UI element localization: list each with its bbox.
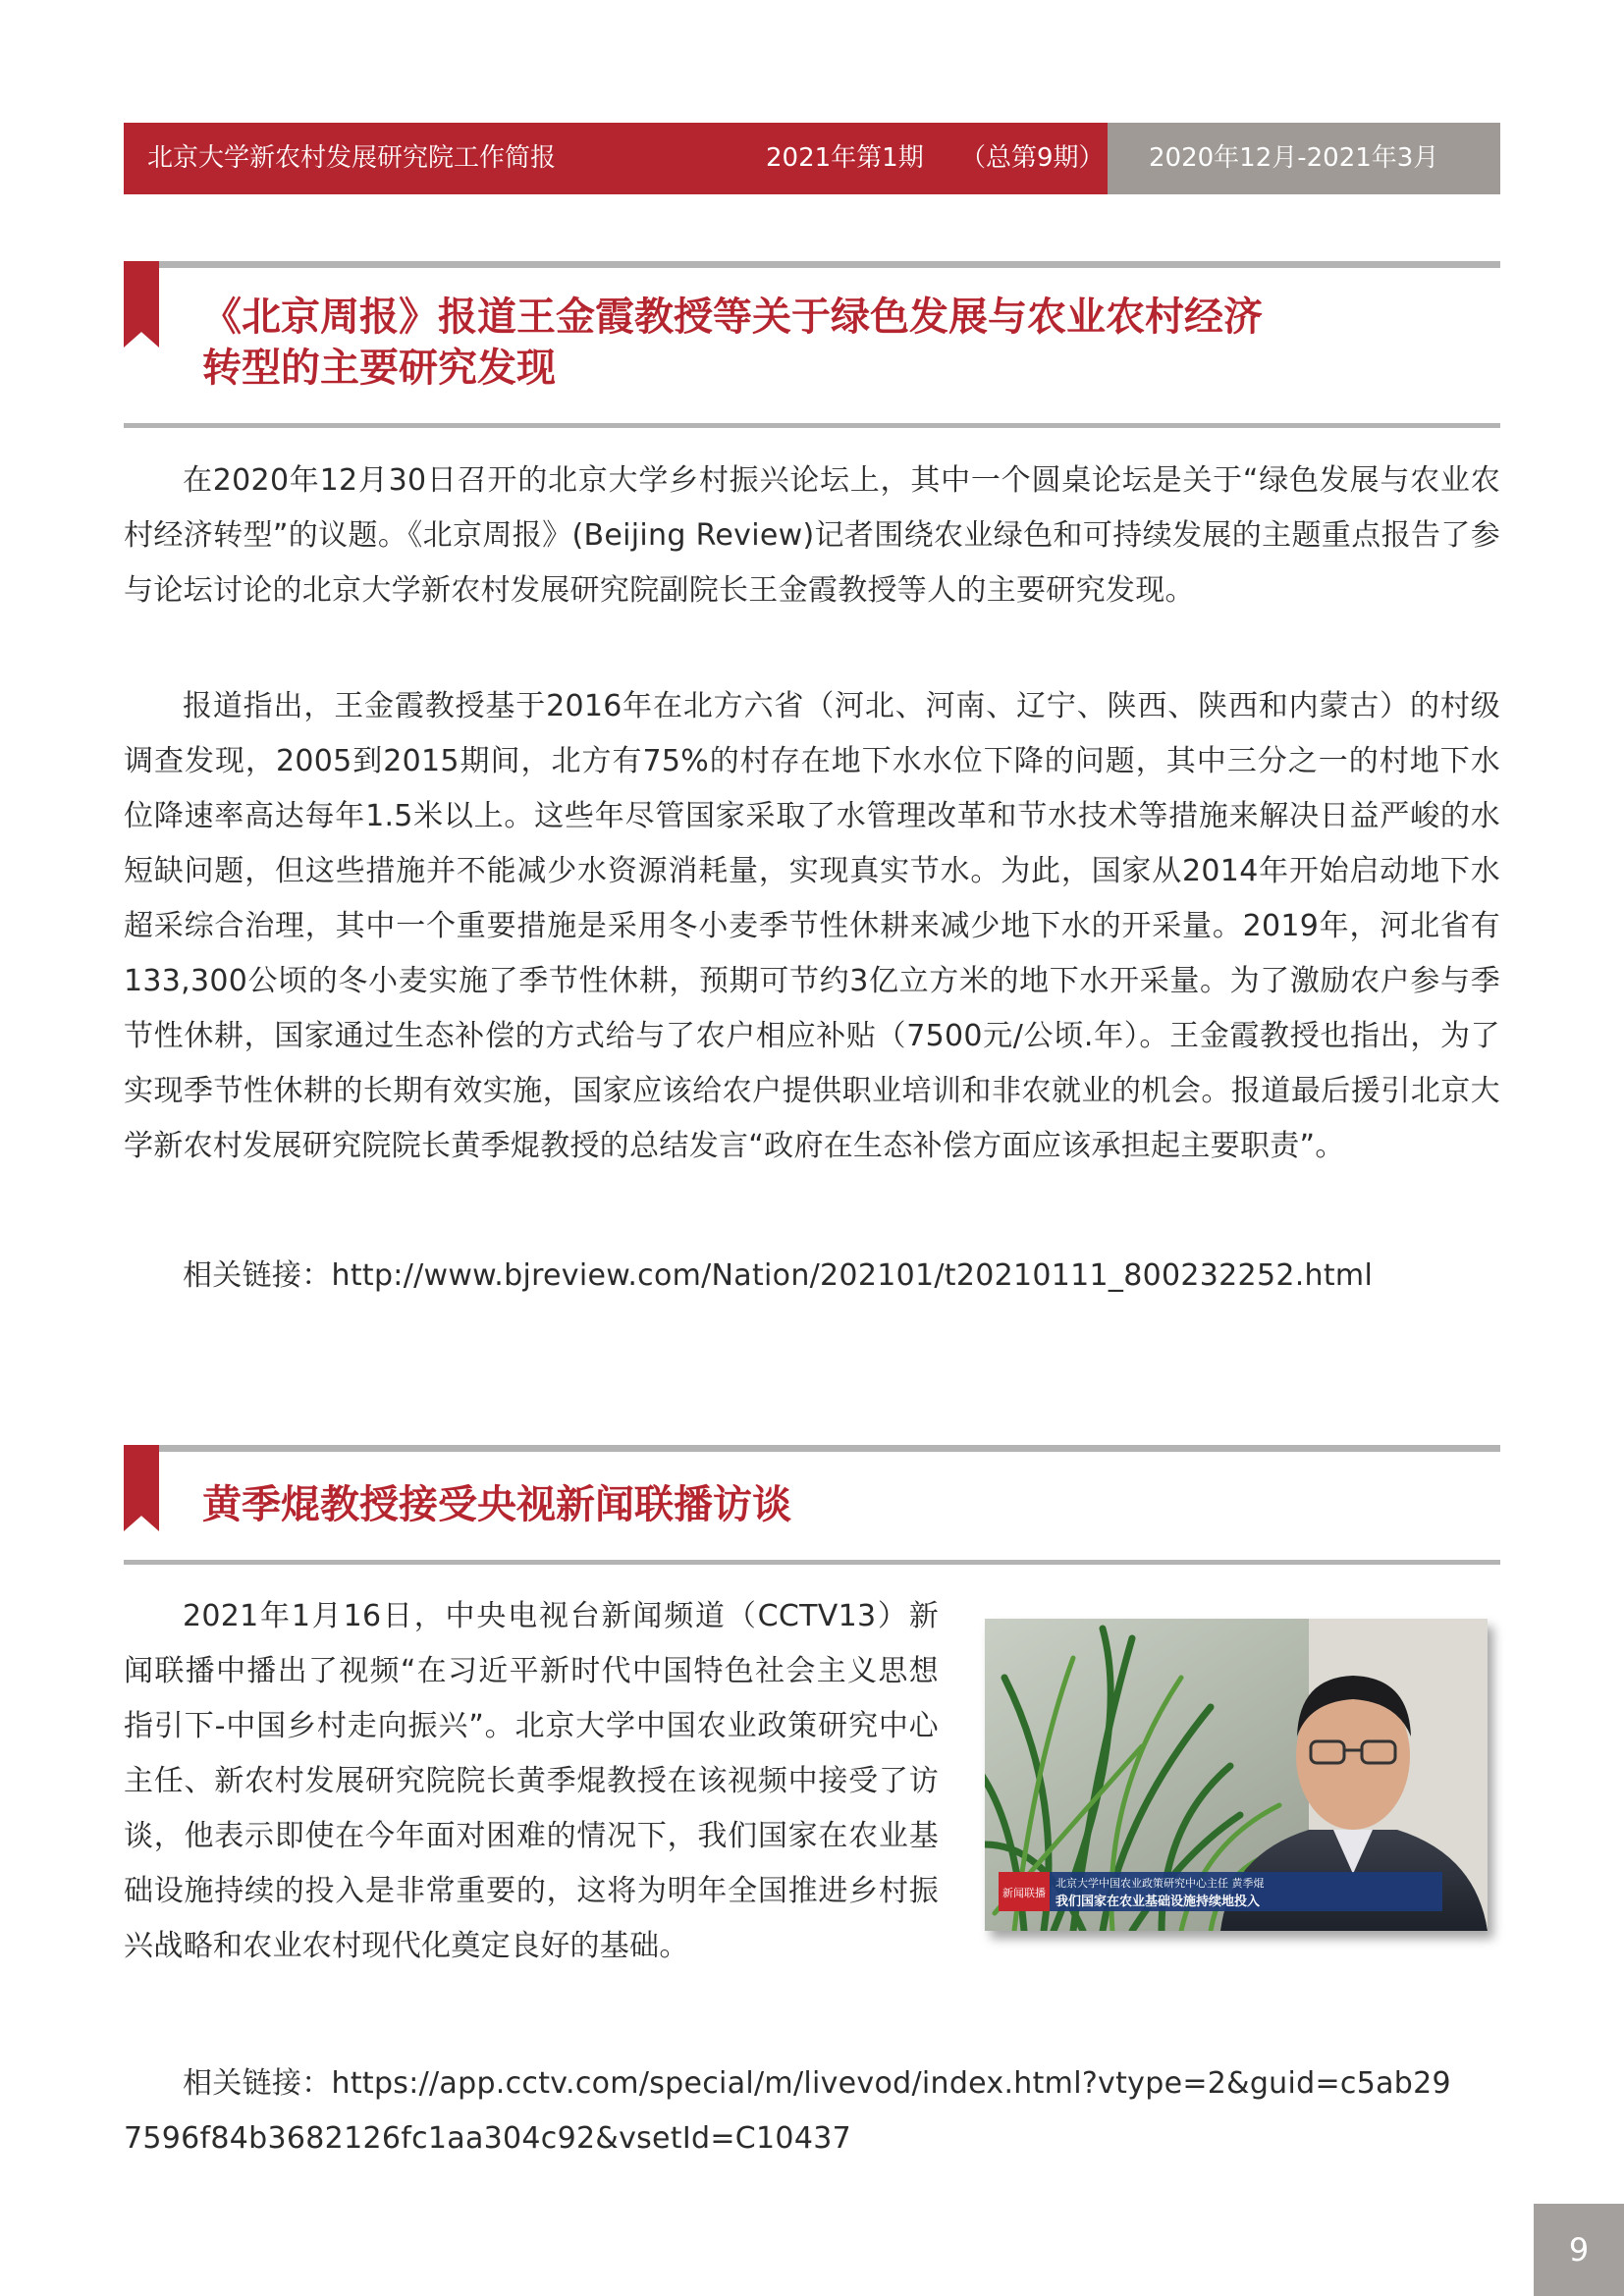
page-number: 9	[1534, 2204, 1624, 2296]
section1-top-rule	[124, 261, 1500, 268]
section2-bottom-rule	[124, 1560, 1500, 1565]
article1-paragraph-2: 报道指出，王金霞教授基于2016年在北方六省（河北、河南、辽宁、陕西、陕西和内蒙古）的村级调查发现，2005到2015期间，北方有75%的村存在地下水水位下降的问题，其中三分之一的村地下水位降速率高达每年1.5米以上。这些年尽管国家采取了水管理改革和节水技术等措施来解决日益严峻的水短缺问题，但这些措施并不能减少水资源消耗量，实现真实节水。为此，国家从2014年开始启动地下水超采综合治理，其中一个重要措施是采用冬小麦季节性休耕来减少地下水的开采量。2019年，河北省有133,300公顷的冬小麦实施了季节性休耕，预期可节约3亿立方米的地下水开采量。为了激励农户参与季节性休耕，国家通过生态补偿的方式给与了农户相应补贴（7500元/公顷.年）。王金霞教授也指出，为了实现季节性休耕的长期有效实施，国家应该给农户提供职业培训和非农就业的机会。报道最后援引北京大学新农村发展研究院院长黄季焜教授的总结发言“政府在生态补偿方面应该承担起主要职责”。	[124, 689, 1500, 1163]
article1-title	[202, 292, 1263, 394]
header-red-band	[124, 123, 1108, 194]
article1-related-link[interactable]: 相关链接：http://www.bjreview.com/Nation/202101/t20210111_800232252.html	[183, 1258, 1374, 1293]
section2-top-rule	[124, 1445, 1500, 1452]
header-total-issue: （总第9期）	[960, 143, 1105, 173]
article2-title: 黄季焜教授接受央视新闻联播访谈	[202, 1482, 791, 1527]
section2-ribbon-icon	[124, 1445, 159, 1531]
interview-photo-image	[985, 1619, 1488, 1931]
header-gray-band	[1108, 123, 1500, 194]
article1-title-line2: 转型的主要研究发现	[202, 346, 556, 391]
article1-title-line1: 《北京周报》报道王金霞教授等关于绿色发展与农业农村经济	[202, 294, 1263, 340]
photo-caption-line2: 我们国家在农业基础设施持续地投入	[1056, 1895, 1261, 1909]
news-logo-text: 新闻联播	[1002, 1887, 1046, 1899]
header-date-range: 2020年12月-2021年3月	[1149, 143, 1439, 173]
article2-paragraph-1: 2021年1月16日，中央电视台新闻频道（CCTV13）新闻联播中播出了视频“在习近平新时代中国特色社会主义思想指引下-中国乡村走向振兴”。北京大学中国农业政策研究中心主任、新农村发展研究院院长黄季焜教授在该视频中接受了访谈，他表示即使在今年面对困难的情况下，我们国家在农业基础设施持续的投入是非常重要的，这将为明年全国推进乡村振兴战略和农业农村现代化奠定良好的基础。	[124, 1599, 939, 1963]
header-issue: 2021年第1期	[766, 143, 924, 173]
interview-photo	[985, 1619, 1488, 1931]
section1-bottom-rule	[124, 423, 1500, 428]
section1-ribbon-icon	[124, 261, 159, 347]
header-title: 北京大学新农村发展研究院工作简报	[147, 143, 557, 173]
article1-paragraph-1: 在2020年12月30日召开的北京大学乡村振兴论坛上，其中一个圆桌论坛是关于“绿色发展与农业农村经济转型”的议题。《北京周报》(Beijing Review)记者围绕农业绿色和可持续发展的主题重点报告了参与论坛讨论的北京大学新农村发展研究院副院长王金霞教授等人的主要研究发现。	[124, 463, 1500, 608]
photo-caption-line1: 北京大学中国农业政策研究中心主任 黄季焜	[1056, 1877, 1265, 1890]
article2-related-link[interactable]	[124, 2056, 1500, 2166]
page-header	[124, 123, 1500, 194]
article2-link-line1[interactable]: 相关链接：https://app.cctv.com/special/m/livevod/index.html?vtype=2&guid=c5ab29	[183, 2066, 1451, 2101]
article2-link-line2[interactable]: 7596f84b3682126fc1aa304c92&vsetId=C10437	[124, 2121, 851, 2156]
